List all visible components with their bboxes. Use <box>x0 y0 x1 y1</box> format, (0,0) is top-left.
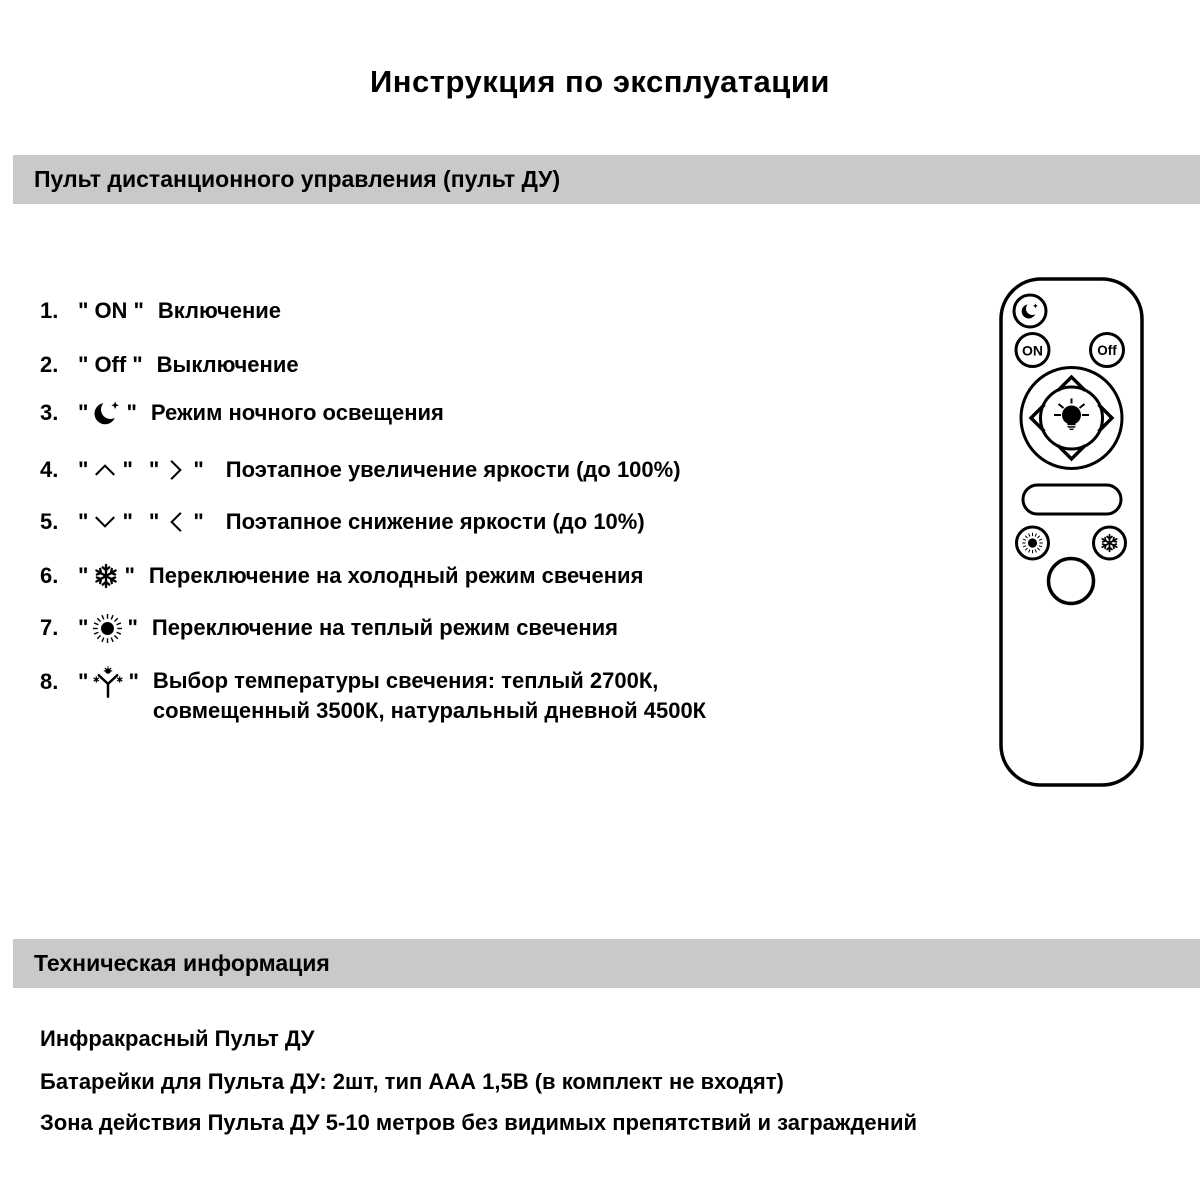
bar-button <box>1023 485 1121 514</box>
chevron-down-icon <box>92 509 118 535</box>
item-number: 7. <box>40 615 59 640</box>
section-header-tech <box>13 939 1200 988</box>
night-mode-button <box>1014 295 1046 327</box>
color-temp-mix-icon <box>92 666 124 698</box>
instruction-item-1 <box>40 295 281 327</box>
item-number: 3. <box>40 400 59 425</box>
chevron-left-icon <box>163 509 189 535</box>
icon-badge: " " <box>78 509 133 534</box>
icon-badge: " " <box>78 457 133 482</box>
item-description: Переключение на холодный режим свечения <box>148 563 644 588</box>
item-description: Поэтапное увеличение яркости (до 100%) <box>225 457 681 482</box>
chevron-up-icon <box>92 457 118 483</box>
warm-sun-icon <box>92 613 123 644</box>
item-number: 1. <box>40 298 59 323</box>
item-description: Переключение на теплый режим свечения <box>151 615 619 640</box>
snowflake-icon <box>92 562 120 590</box>
page-title: Инструкция по эксплуатации <box>370 64 830 99</box>
item-description: Выбор температуры свечения: теплый 2700К, совмещенный 3500К, натуральный дневной 4500К <box>152 668 707 723</box>
icon-badge: " " <box>78 563 135 588</box>
item-description: Режим ночного освещения <box>150 400 444 425</box>
instruction-item-8 <box>40 666 706 726</box>
off-button-label: Off <box>1097 343 1117 358</box>
item-description: Включение <box>157 298 282 323</box>
instruction-item-3 <box>40 397 444 429</box>
instruction-item-4 <box>40 454 681 486</box>
remote-illustration <box>999 277 1144 787</box>
on-key-label: ON <box>94 298 128 323</box>
section-header-remote-label: Пульт дистанционного управления (пульт ДУ) <box>34 166 561 192</box>
tech-info-line: Батарейки для Пульта ДУ: 2шт, тип ААА 1,5В (в комплект не входят) <box>40 1069 784 1094</box>
icon-badge: " " <box>148 457 204 482</box>
cold-mode-button <box>1094 527 1126 559</box>
icon-badge: " " <box>148 509 204 534</box>
off-key-label: Off <box>94 352 127 377</box>
chevron-right-icon <box>163 457 189 483</box>
section-header-tech-label: Техническая информация <box>34 950 330 976</box>
key-badge: " Off " <box>78 352 143 377</box>
item-number: 5. <box>40 509 59 534</box>
item-description: Выключение <box>156 352 299 377</box>
icon-badge: " " <box>74 398 141 428</box>
item-number: 6. <box>40 563 59 588</box>
warm-sun-icon <box>1022 533 1043 554</box>
warm-mode-button <box>1017 527 1049 559</box>
off-button <box>1091 334 1124 367</box>
icon-badge: " " <box>74 613 142 644</box>
on-button-label: ON <box>1022 342 1043 359</box>
night-moon-icon <box>92 398 122 428</box>
icon-badge: " " <box>74 666 143 698</box>
round-button <box>1049 559 1094 604</box>
item-number: 4. <box>40 457 59 482</box>
instruction-item-7 <box>40 612 618 644</box>
item-number: 2. <box>40 352 59 377</box>
key-badge: " ON " <box>78 298 144 323</box>
tech-info-line: Зона действия Пульта ДУ 5-10 метров без видимых препятствий и заграждений <box>40 1110 918 1135</box>
item-description: Поэтапное снижение яркости (до 10%) <box>225 509 645 534</box>
instruction-item-2 <box>40 349 299 381</box>
instruction-item-5 <box>40 506 645 538</box>
instruction-item-6 <box>40 560 643 592</box>
item-number: 8. <box>40 669 59 694</box>
section-header-remote <box>13 155 1200 204</box>
tech-info-line: Инфракрасный Пульт ДУ <box>40 1026 315 1051</box>
on-button <box>1016 334 1049 367</box>
